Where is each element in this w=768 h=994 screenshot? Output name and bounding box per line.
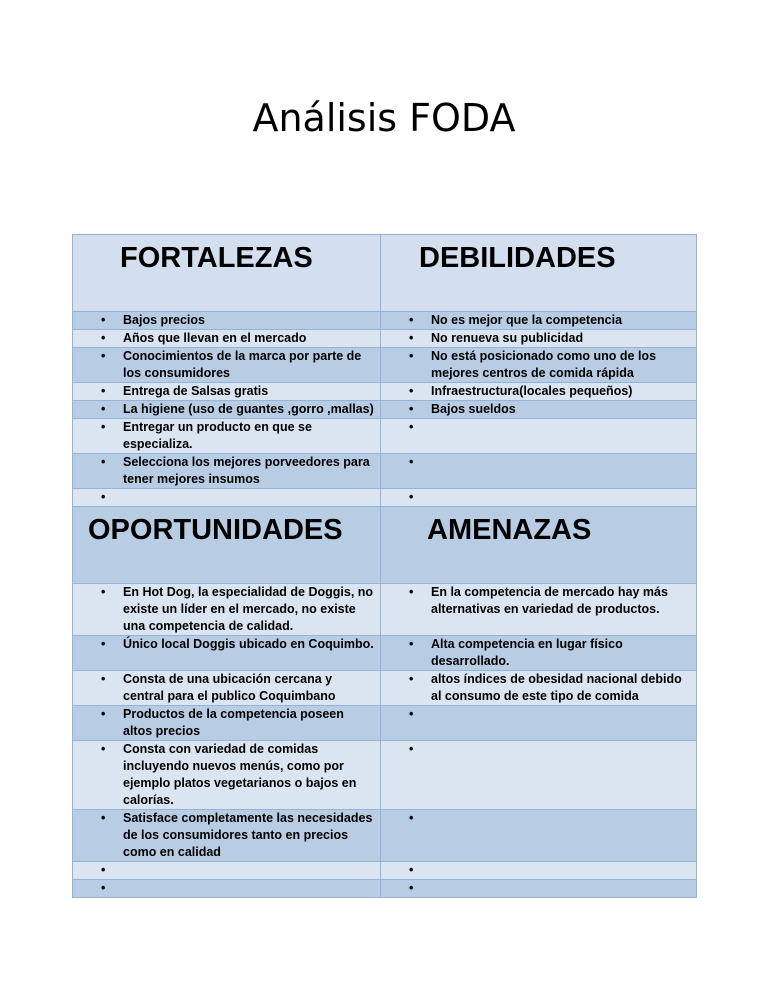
bullet: • <box>101 742 106 756</box>
bullet: • <box>101 331 106 345</box>
table-row <box>73 741 697 810</box>
amenaza-item: altos índices de obesidad nacional debido al consumo de este tipo de comida <box>431 672 682 703</box>
bullet: • <box>409 742 414 756</box>
bullet: • <box>409 384 414 398</box>
table-row <box>73 454 697 489</box>
amenaza-item <box>431 862 690 879</box>
table-row <box>73 862 697 880</box>
table-row <box>73 880 697 898</box>
amenaza-item: En la competencia de mercado hay más alternativas en variedad de productos. <box>431 585 668 616</box>
debilidad-item: No renueva su publicidad <box>431 331 584 345</box>
oportunidad-item <box>123 862 374 879</box>
bullet: • <box>409 455 414 469</box>
bullet: • <box>101 811 106 825</box>
debilidad-item: No es mejor que la competencia <box>431 313 623 327</box>
bullet: • <box>409 349 414 363</box>
table-row <box>73 489 697 507</box>
oportunidad-item: Consta de una ubicación cercana y central para el publico Coquimbano <box>123 672 336 703</box>
debilidad-item <box>431 419 690 436</box>
bullet: • <box>101 313 106 327</box>
fortaleza-item: Bajos precios <box>123 313 205 327</box>
oportunidades-header-cell <box>73 507 381 584</box>
oportunidad-item: Satisface completamente las necesidades de los consumidores tanto en precios como en calidad <box>123 811 373 859</box>
bullet: • <box>409 637 414 651</box>
bullet: • <box>101 384 106 398</box>
bullet: • <box>409 811 414 825</box>
table-row <box>73 671 697 706</box>
bullet: • <box>101 585 106 599</box>
fortaleza-item <box>123 489 374 506</box>
amenaza-item <box>431 706 690 723</box>
bullet: • <box>409 402 414 416</box>
bullet: • <box>409 331 414 345</box>
bullet: • <box>409 881 414 895</box>
debilidad-item <box>431 489 690 506</box>
foda-table <box>72 234 697 898</box>
bullet: • <box>101 490 106 504</box>
bullet: • <box>409 585 414 599</box>
oportunidad-item: Consta con variedad de comidas incluyendo nuevos menús, como por ejemplo platos vegetarianos o bajos en calorías. <box>123 742 357 807</box>
bullet: • <box>409 863 414 877</box>
debilidades-heading: DEBILIDADES <box>419 242 616 274</box>
bullet: • <box>101 349 106 363</box>
debilidad-item: Bajos sueldos <box>431 402 516 416</box>
bullet: • <box>409 707 414 721</box>
oportunidad-item: Productos de la competencia poseen altos precios <box>123 707 344 738</box>
bullet: • <box>101 863 106 877</box>
debilidad-item: No está posicionado como uno de los mejores centros de comida rápida <box>431 349 657 380</box>
debilidad-item: Infraestructura(locales pequeños) <box>431 384 633 398</box>
table-row <box>73 584 697 636</box>
debilidad-item <box>431 454 690 471</box>
amenazas-heading: AMENAZAS <box>427 514 592 546</box>
bullet: • <box>101 707 106 721</box>
amenaza-item: Alta competencia en lugar físico desarrollado. <box>431 637 623 668</box>
header-row-top <box>73 235 697 312</box>
table-row <box>73 312 697 330</box>
page-title: Análisis FODA <box>252 96 516 140</box>
debilidades-header-cell <box>381 235 697 312</box>
bullet: • <box>409 313 414 327</box>
table-row <box>73 810 697 862</box>
amenazas-header-cell <box>381 507 697 584</box>
fortaleza-item: Entrega de Salsas gratis <box>123 384 269 398</box>
bullet: • <box>101 420 106 434</box>
bullet: • <box>101 672 106 686</box>
table-row <box>73 706 697 741</box>
fortaleza-item: La higiene (uso de guantes ,gorro ,mallas) <box>123 402 374 416</box>
table-row <box>73 330 697 348</box>
table-row <box>73 419 697 454</box>
bullet: • <box>101 637 106 651</box>
bullet: • <box>409 490 414 504</box>
oportunidad-item: En Hot Dog, la especialidad de Doggis, no existe un líder en el mercado, no existe una competencia de calidad. <box>123 585 374 633</box>
fortalezas-heading: FORTALEZAS <box>120 242 313 274</box>
table-row <box>73 636 697 671</box>
bullet: • <box>101 402 106 416</box>
table-row <box>73 383 697 401</box>
fortaleza-item: Selecciona los mejores porveedores para tener mejores insumos <box>123 455 370 486</box>
fortaleza-item: Entregar un producto en que se especializa. <box>123 420 312 451</box>
bullet: • <box>101 455 106 469</box>
table-row <box>73 348 697 383</box>
bullet: • <box>409 420 414 434</box>
oportunidad-item: Único local Doggis ubicado en Coquimbo. <box>123 637 374 651</box>
table-row <box>73 401 697 419</box>
bullet: • <box>409 672 414 686</box>
oportunidades-heading: OPORTUNIDADES <box>88 514 343 546</box>
header-row-bottom <box>73 507 697 584</box>
fortaleza-item: Conocimientos de la marca por parte de los consumidores <box>123 349 362 380</box>
amenaza-item <box>431 880 690 897</box>
bullet: • <box>101 881 106 895</box>
amenaza-item <box>431 741 690 758</box>
amenaza-item <box>431 810 690 827</box>
oportunidad-item <box>123 880 374 897</box>
fortaleza-item: Años que llevan en el mercado <box>123 331 307 345</box>
fortalezas-header-cell <box>73 235 381 312</box>
